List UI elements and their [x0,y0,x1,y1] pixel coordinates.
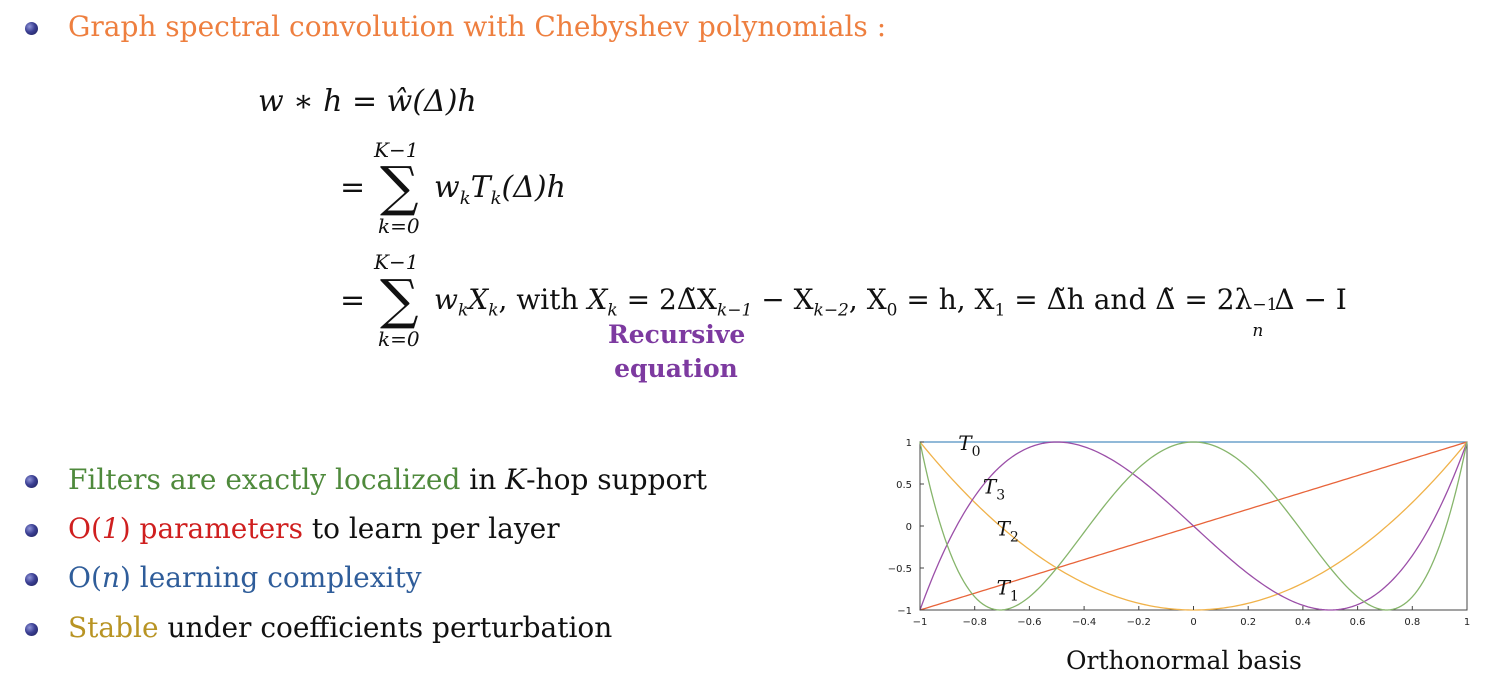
chart-caption: Orthonormal basis [1066,646,1302,675]
y-tick-label: 0 [905,522,912,533]
bullet-icon [25,623,38,636]
bullet-complexity: O(n) learning complexity [68,561,422,594]
x-tick-label: −0.4 [1071,617,1097,628]
sum-lower-1: k=0 [378,214,420,238]
x-tick-label: 0 [1190,617,1197,628]
equation-line-3: $w_kX_k$, with $X_k$ = $2\DeltãX_{k-1} - X_{k-2}$, $X_0 = h$, $X_1$ = Δ̃h and Δ̃ = 2λ −1 n Δ − I [434,283,1347,341]
y-tick-label: −0.5 [887,564,912,575]
series-label-T1: $T_1$ [996,575,1019,605]
bullet-icon [25,22,38,35]
series-label-T0: $T_0$ [958,431,981,460]
x-tick-label: −1 [912,617,928,628]
sigma-2: ∑ [380,268,419,331]
x-tick-label: −0.6 [1017,617,1042,628]
equals-2: = [340,170,366,205]
x-tick-label: 0.8 [1404,617,1421,628]
x-tick-label: 1 [1463,617,1471,628]
bullet-icon [25,475,38,488]
equals-3: = [340,283,366,318]
bullet-icon [25,524,38,537]
x-tick-label: 0.2 [1240,617,1257,628]
series-label-T2: $T_2$ [996,516,1019,546]
bullet-stable: Stable under coefficients perturbation [68,611,613,644]
y-tick-label: 1 [905,438,912,449]
bullet-parameters: O(1) parameters to learn per layer [68,512,560,545]
bullet-icon [25,573,38,586]
sum-lower-2: k=0 [378,327,420,351]
x-tick-label: 0.4 [1294,617,1311,628]
y-tick-label: −1 [897,606,912,617]
y-tick-label: 0.5 [896,480,912,491]
sum-upper-1: K−1 [374,138,419,162]
sigma-1: ∑ [380,155,419,218]
series-label-T3: $T_3$ [982,474,1006,504]
recursive-equation-annotation: Recursive equation [608,320,746,383]
slide-title: Graph spectral convolution with Chebyshev polynomials : [68,10,887,43]
x-tick-label: 0.6 [1349,617,1366,628]
sum-upper-2: K−1 [374,250,419,274]
x-tick-label: −0.8 [962,617,987,628]
bullet-localized: Filters are exactly localized in K-hop support [68,463,708,496]
chebyshev-chart [870,425,1480,640]
x-tick-label: −0.2 [1126,617,1151,628]
equation-line-2: $w_kT_k(\Delta)h$ [434,170,566,209]
equation-line-1: w ∗ h = ŵ(Δ)h [258,84,477,119]
